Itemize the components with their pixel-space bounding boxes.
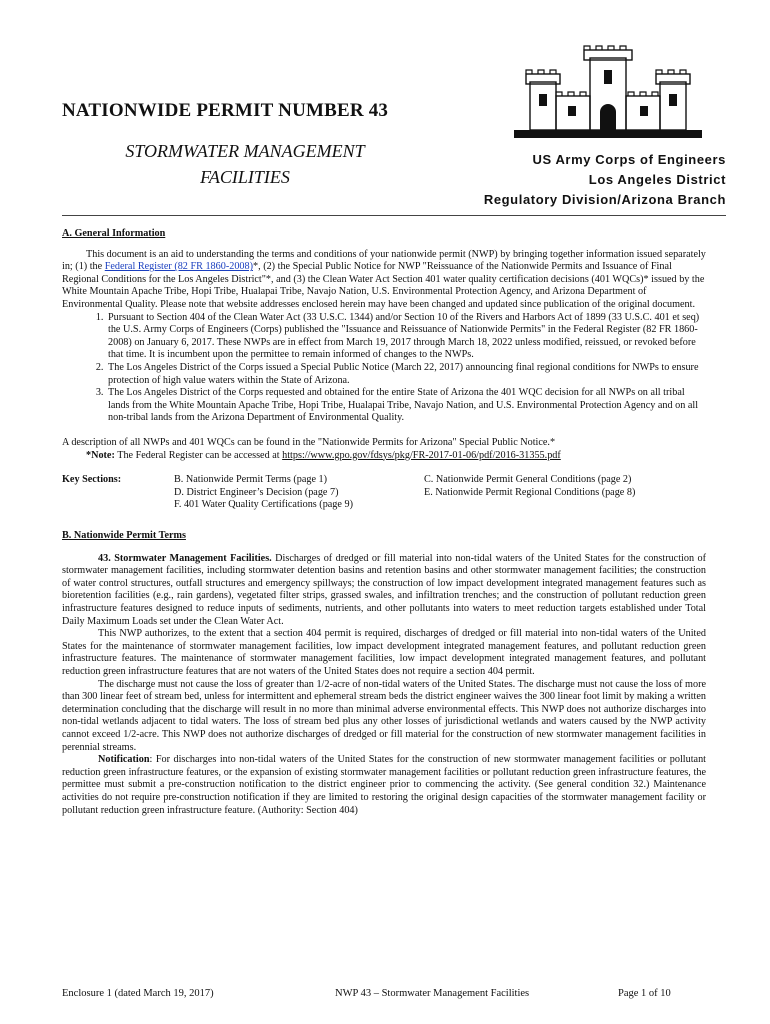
- footer-enclosure: Enclosure 1 (dated March 19, 2017): [62, 988, 214, 999]
- nwp-terms: [62, 553, 706, 817]
- section-a-heading: A. General Information: [62, 228, 166, 239]
- key-section-item: F. 401 Water Quality Certifications (page 9): [174, 499, 353, 511]
- footer-title: NWP 43 – Stormwater Management Facilities: [335, 988, 530, 999]
- header-divider: [62, 215, 726, 216]
- key-sections-label: Key Sections:: [62, 474, 122, 486]
- note-text: The Federal Register can be accessed at: [114, 449, 283, 461]
- key-section-item: B. Nationwide Permit Terms (page 1): [174, 474, 328, 486]
- subtitle-line-2: FACILITIES: [200, 167, 290, 187]
- organization-block: [484, 150, 726, 210]
- key-section-item: E. Nationwide Permit Regional Conditions (page 8): [424, 486, 636, 498]
- nwp-paragraph-4: [62, 754, 706, 817]
- note-paragraph: [62, 450, 706, 463]
- key-sections-column-2: [424, 474, 635, 499]
- note-label: *Note:: [86, 449, 115, 461]
- subtitle-line-1: STORMWATER MANAGEMENT: [125, 141, 365, 161]
- key-sections: [62, 474, 706, 518]
- list-item: 2. The Los Angeles District of the Corps issued a Special Public Notice (March 22, 2017) announcing final regional conditions for NWPs to ensure protection of high value waters within the State of Arizona.: [106, 362, 706, 387]
- nwp-paragraph-1: [62, 553, 706, 629]
- intro-text-1: This document is an aid to understanding the terms and conditions of your nationwide permit (NWP) by bringing together information issued separately in; (1) the: [62, 248, 706, 273]
- info-list: [62, 312, 706, 425]
- org-line-3: Regulatory Division/Arizona Branch: [483, 192, 726, 207]
- document-title: NATIONWIDE PERMIT NUMBER 43: [62, 100, 389, 121]
- description-paragraph: A description of all NWPs and 401 WQCs can be found in the "Nationwide Permits for Arizona" Special Public Notice.*: [62, 436, 556, 448]
- key-sections-column-1: [174, 474, 353, 512]
- document-body: [62, 228, 706, 817]
- notification-label: Notification: [98, 754, 150, 766]
- castle-icon: [508, 44, 708, 144]
- section-b-heading: B. Nationwide Permit Terms: [62, 530, 186, 542]
- nwp-paragraph-3: The discharge must not cause the loss of greater than 1/2-acre of non-tidal waters of the United States. The discharge must not cause the loss of more than 300 linear feet of stream bed, unless for intermittent and ephemeral stream beds the district engineer waives the 300 linear foot limit by making a written determination concluding that the discharge will result in no more than minimal adverse environmental effects. This NWP does not authorize discharges into non-tidal wetlands adjacent to tidal waters. The loss of stream bed plus any other losses of jurisdictional wetlands and waters caused by the NWP activity cannot exceed 1/2-acre. This NWP does not authorize discharges of dredged or fill material for the construction of new stormwater management facilities in perennial streams.: [62, 678, 706, 753]
- intro-text-2: *, (2) the Special Public Notice for NWP "Reissuance of the Nationwide Permits and Issuance of Final Regional Conditions for the Los Angeles District"*, and (3) the Clean Water Act Section 401 water quality certification decisions (401 WQCs)* issued by the White Mountain Apache Tribe, Hopi Tribe, Hualapai Tribe, Navajo Nation, U.S. Environmental Protection Agency, and Arizona Department of Environmental Quality. Please note that website addresses enclosed herein may have been changed and updated since publication of the original document.: [62, 261, 705, 310]
- federal-register-url-link[interactable]: https://www.gpo.gov/fdsys/pkg/FR-2017-01-06/pdf/2016-31355.pdf: [282, 449, 561, 461]
- key-section-item: D. District Engineer’s Decision (page 7): [174, 486, 339, 498]
- nwp-paragraph-2: This NWP authorizes, to the extent that a section 404 permit is required, discharges of dredged or fill material into non-tidal waters of the United States for the maintenance of stormwater management facilities, low impact development integrated management features, and pollutant reduction green infrastructure features. The maintenance of stormwater management facilities, low impact development integrated management features, and pollutant reduction green infrastructure features that are not waters of the United States does not require a section 404 permit.: [62, 628, 706, 678]
- key-section-item: C. Nationwide Permit General Conditions (page 2): [424, 474, 632, 486]
- footer-page-number: Page 1 of 10: [618, 988, 671, 999]
- document-subtitle: [100, 138, 390, 190]
- org-line-1: US Army Corps of Engineers: [532, 152, 726, 167]
- notification-text: : For discharges into non-tidal waters of the United States for the construction of new stormwater management facilities or pollutant reduction green infrastructure features, or the expansion of existing stormwater management facilities or pollutant reduction green infrastructure features, the permittee must submit a pre-construction notification to the district engineer prior to commencing the activity. (See general condition 32.) Maintenance activities do not require pre-construction notification if they are limited to restoring the original design capacities of the stormwater management facility or pollutant reduction green infrastructure feature. (Authority: Section 404): [62, 754, 706, 816]
- intro-paragraph: [62, 249, 706, 312]
- nwp-title: 43. Stormwater Management Facilities.: [98, 552, 272, 564]
- org-line-2: Los Angeles District: [588, 172, 726, 187]
- nwp-paragraph-1-text: Discharges of dredged or fill material into non-tidal waters of the United States for the construction of stormwater management facilities, including stormwater detention basins and retention basins and other stormwater management facilities; the construction of water control structures, outfall structures and emergency spillways; the construction of low impact development integrated management features such as bioretention facilities (e.g., rain gardens), vegetated filter strips, grassed swales, and infiltration trenches; and the construction of pollutant reduction green infrastructure features designed to reduce inputs of sediments, nutrients, and other pollutants into waters to meet reduction targets established under Total Daily Maximum Loads set under the Clean Water Act.: [62, 552, 707, 627]
- federal-register-link[interactable]: Federal Register (82 FR 1860-2008): [104, 261, 253, 273]
- list-item: 1. Pursuant to Section 404 of the Clean Water Act (33 U.S.C. 1344) and/or Section 10 of the Rivers and Harbors Act of 1899 (33 U.S.C. 401 et seq) the U.S. Army Corps of Engineers (Corps) published the "Issuance and Reissuance of Nationwide Permits" in the Federal Register (82 FR 1860-2008) on January 6, 2017. These NWPs are in effect from March 19, 2017 through March 18, 2022 unless modified, reissued, or revoked before that time. It is incumbent upon the permittee to remain informed of changes to the NWPs.: [106, 312, 706, 362]
- list-item: 3. The Los Angeles District of the Corps requested and obtained for the entire State of Arizona the 401 WQC decision for all NWPs on all tribal lands from the White Mountain Apache Tribe, Hopi Tribe, Hualapai Tribe, Navajo Nation, and U.S. Environmental Protection Agency and on all non-tribal lands from the Arizona Department of Environmental Quality.: [106, 387, 706, 425]
